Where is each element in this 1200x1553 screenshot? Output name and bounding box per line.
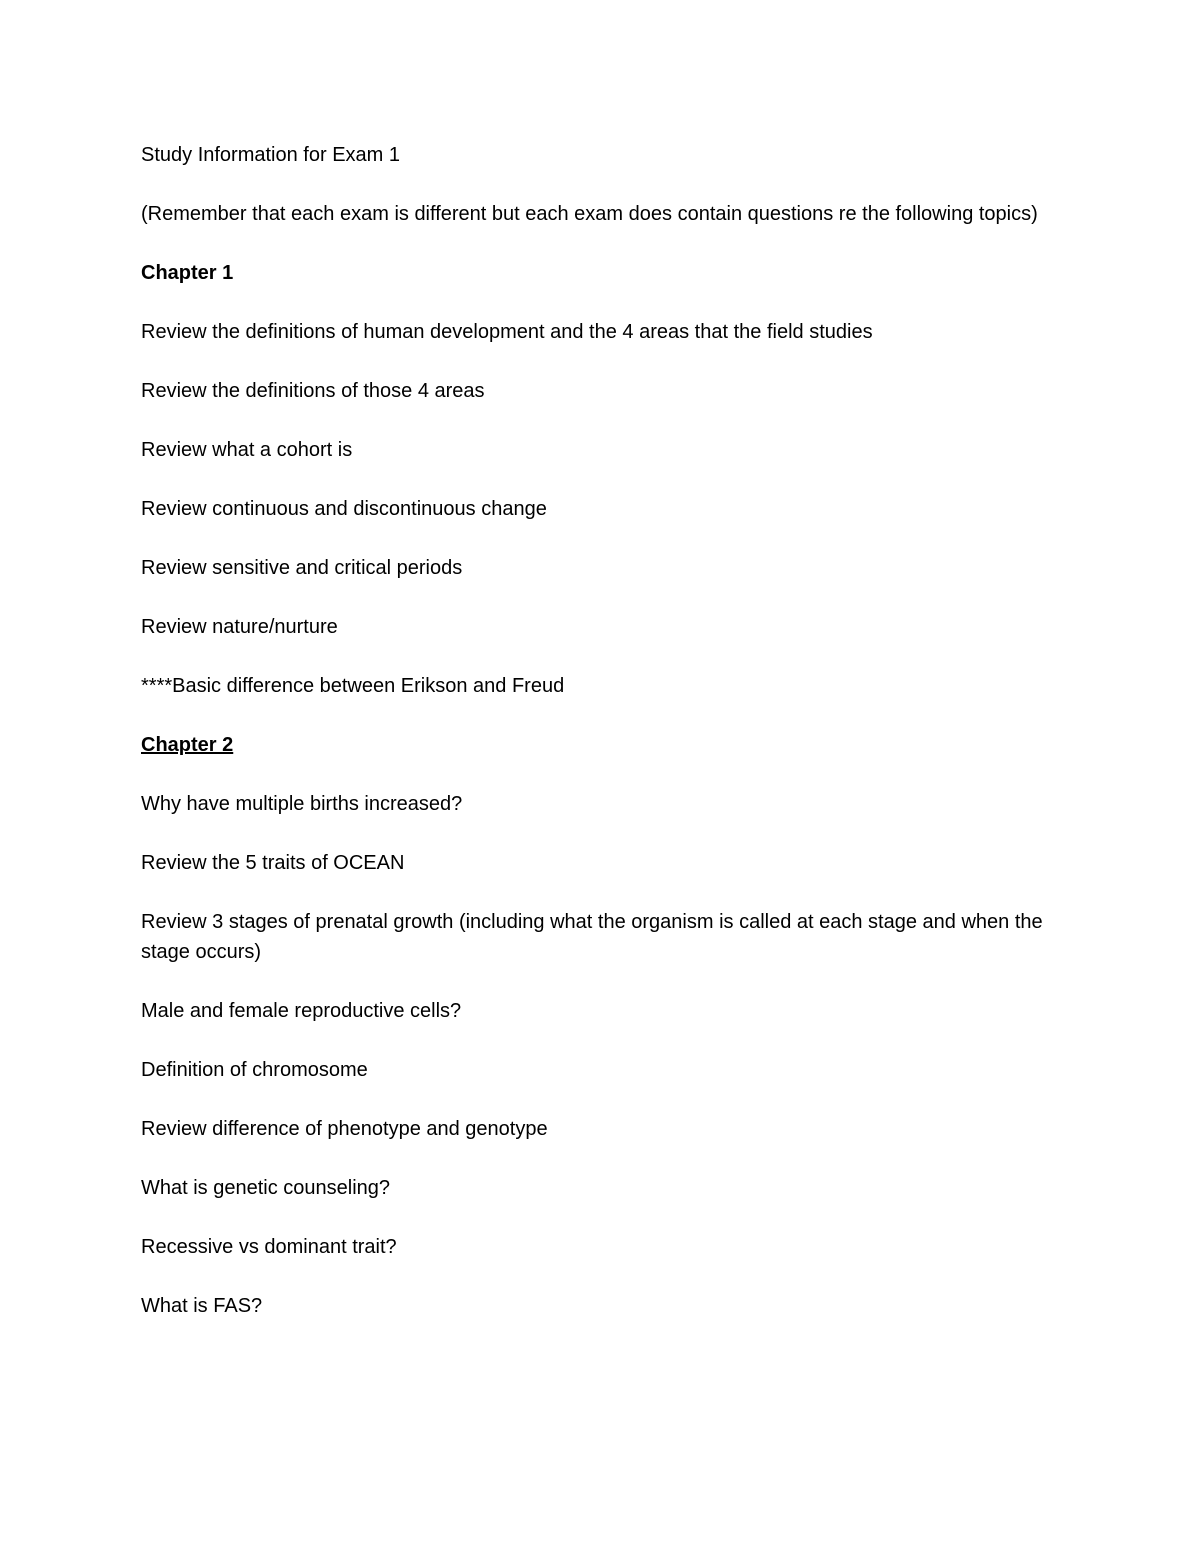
document-note: (Remember that each exam is different but each exam does contain questions re the following topics) — [141, 203, 1038, 225]
chapter-2-item: Definition of chromosome — [141, 1058, 368, 1081]
document-title: Study Information for Exam 1 — [141, 144, 401, 166]
chapter-2-item: What is FAS? — [141, 1294, 263, 1317]
chapter-1-item: Review the definitions of human development and the 4 areas that the field studies — [141, 321, 873, 343]
chapter-2-item: Recessive vs dominant trait? — [141, 1235, 397, 1258]
chapter-1-item: ****Basic difference between Erikson and Freud — [141, 675, 565, 697]
chapter-2-item: Review 3 stages of prenatal growth (including what the organism is called at each stage and when the stage occurs) — [141, 911, 1043, 963]
chapter-2-item: Review difference of phenotype and genotype — [141, 1117, 548, 1140]
chapter-2-item: What is genetic counseling? — [141, 1176, 391, 1199]
chapter-1-item: Review what a cohort is — [141, 439, 353, 461]
chapter-2-item: Review the 5 traits of OCEAN — [141, 852, 405, 874]
chapter-1-heading: Chapter 1 — [141, 262, 234, 284]
chapter-2-item: Why have multiple births increased? — [141, 793, 463, 815]
chapter-1-item: Review sensitive and critical periods — [141, 557, 463, 579]
chapter-1-item: Review the definitions of those 4 areas — [141, 380, 485, 402]
chapter-1-item: Review nature/nurture — [141, 616, 338, 638]
document-body — [141, 141, 1051, 1351]
chapter-1-item: Review continuous and discontinuous change — [141, 498, 547, 520]
chapter-2-item: Male and female reproductive cells? — [141, 999, 462, 1022]
chapter-2-heading: Chapter 2 — [141, 734, 234, 756]
